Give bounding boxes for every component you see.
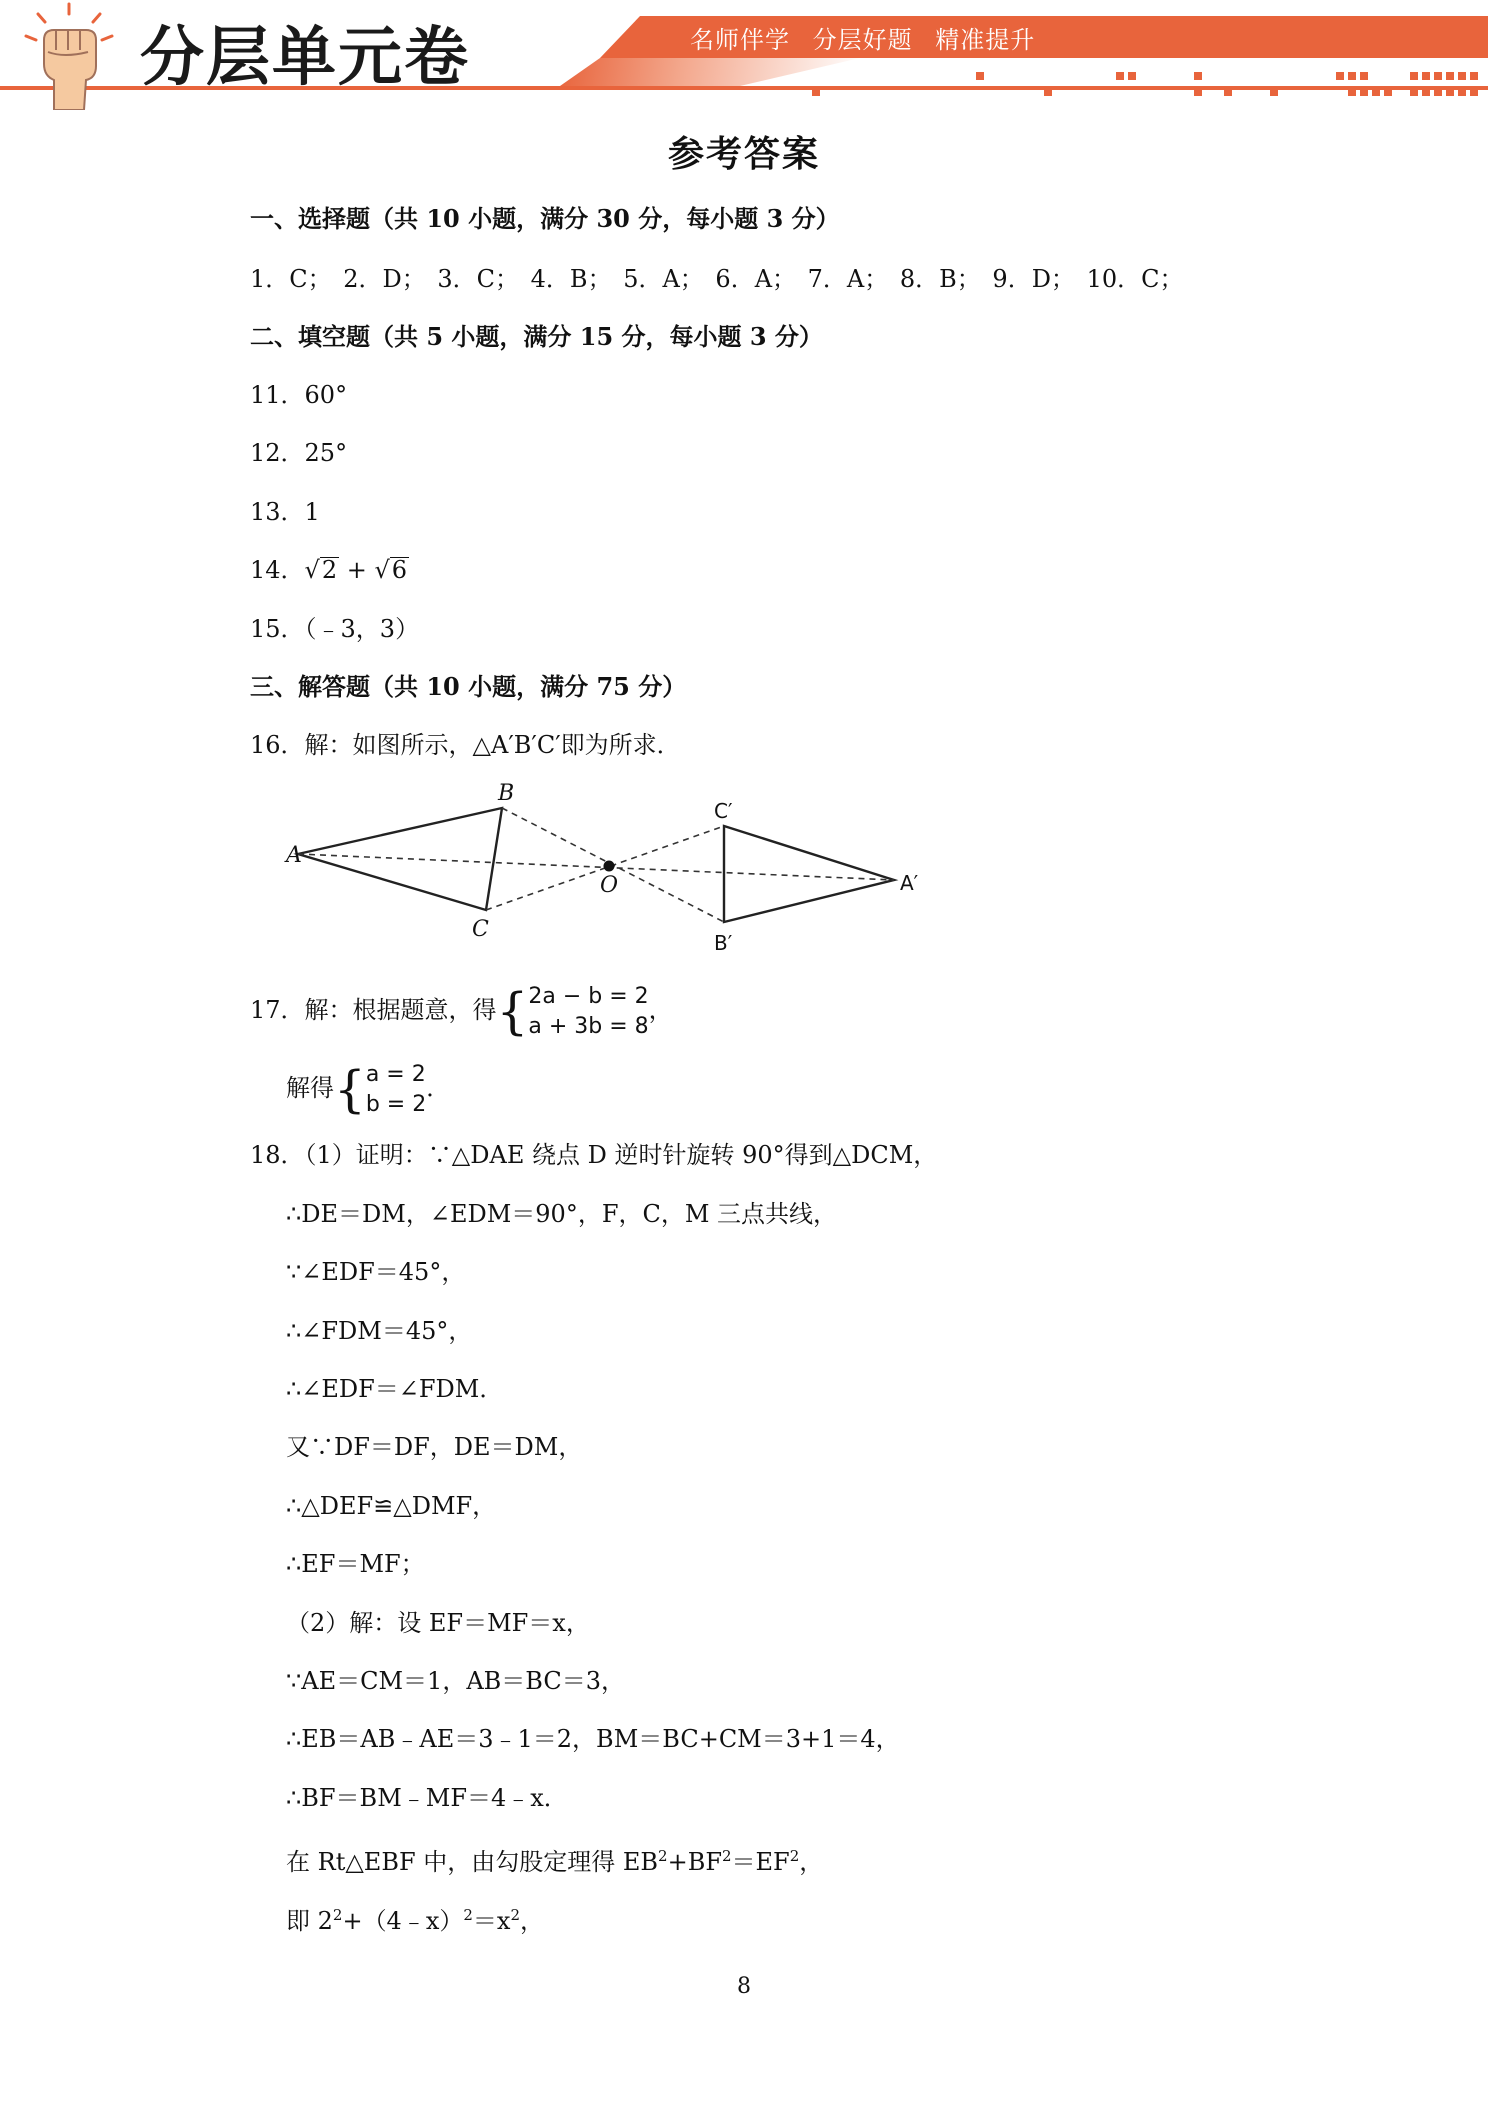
answer-17-prefix: 17．解：根据题意，得 [250,996,497,1024]
equation-2: a + 3b = 8 [528,1013,649,1039]
brand-slogan: 名师伴学 分层好题 精准提升 [690,26,1036,54]
solution-b: b = 2 [365,1091,427,1117]
answer-18-line-9: （2）解：设 EF＝MF＝x， [286,1609,590,1637]
equation-1: 2a − b = 2 [528,983,649,1009]
exponent: 2 [789,1847,800,1865]
equation-text-2: +（4﹣x） [342,1907,464,1935]
answer-18-line-6: 又∵DF＝DF，DE＝DM， [286,1433,583,1461]
equation-text-4: ， [520,1907,545,1935]
equation-text-1: 即 2 [286,1907,333,1935]
answer-14-radicand-1: 2 [321,556,338,584]
exponent: 2 [332,1906,343,1924]
answer-14 [250,555,409,585]
section-heading-choice: 一、选择题（共 10 小题，满分 30 分，每小题 3 分） [250,204,840,233]
equation-text-3: ＝x [472,1907,511,1935]
label-c: C [472,917,489,942]
answer-14-radicand-2: 6 [391,556,408,584]
section-heading-fill: 二、填空题（共 5 小题，满分 15 分，每小题 3 分） [250,322,823,351]
pythagoras-text-2: +BF [667,1848,722,1876]
answer-18-line-10: ∵AE＝CM＝1，AB＝BC＝3， [286,1667,626,1695]
answer-18-line-11: ∴EB＝AB﹣AE＝3﹣1＝2，BM＝BC+CM＝3+1＝4， [286,1725,900,1753]
label-a-prime: A′ [900,871,919,895]
answer-17-solve-label: 解得 [286,1074,334,1102]
solution-a: a = 2 [365,1061,426,1087]
equation-system [528,982,648,1042]
brace-icon: { [496,982,529,1041]
answer-12: 12．25° [250,439,348,467]
label-c-prime: C′ [714,799,733,823]
section-heading-solve: 三、解答题（共 10 小题，满分 75 分） [250,672,687,701]
page-number: 8 [737,1974,751,1999]
exponent: 2 [510,1906,521,1924]
brace-icon: { [334,1060,366,1119]
center-point-o [604,861,615,872]
answer-17-end: ． [426,1074,451,1102]
answer-18-line-7: ∴△DEF≌△DMF， [286,1492,497,1520]
label-b: B [498,781,515,806]
answer-18-line-8: ∴EF＝MF； [286,1550,425,1578]
answer-14-number: 14． [250,556,305,584]
answer-18-line-3: ∵∠EDF＝45°， [286,1258,466,1286]
decorative-dots [800,70,1488,100]
pythagoras-text-4: ， [799,1848,824,1876]
pythagoras-text-3: ＝EF [731,1848,790,1876]
answer-18-line-1: 18．（1）证明：∵△DAE 绕点 D 逆时针旋转 90°得到△DCM， [250,1141,938,1169]
label-o: O [600,873,619,898]
answer-11: 11．60° [250,381,348,409]
label-b-prime: B′ [714,931,733,955]
exponent: 2 [463,1906,473,1924]
answer-15: 15．（﹣3，3） [250,615,420,643]
exponent: 2 [658,1847,668,1865]
page-title: 参考答案 [667,133,820,175]
exponent: 2 [721,1847,732,1865]
answers-choice: 1．C； 2．D； 3．C； 4．B； 5．A； 6．A； 7．A； 8．B； 9．D； 10．C； [250,265,1184,293]
answer-14-plus: + [339,556,375,584]
brand-title: 分层单元卷 [140,21,470,95]
pythagoras-text-1: 在 Rt△EBF 中，由勾股定理得 EB [286,1848,659,1876]
answer-17-solution [286,1058,450,1120]
answer-18-line-12: ∴BF＝BM﹣MF＝4﹣x． [286,1784,568,1812]
answer-18-line-5: ∴∠EDF＝∠FDM． [286,1375,504,1403]
fist-logo-icon [14,0,124,110]
sqrt-sign-icon: √ [304,556,320,584]
answer-17-suffix: ， [648,996,673,1024]
header-banner [0,0,1488,110]
sqrt-sign-icon: √ [374,556,390,584]
answer-18-line-13 [286,1841,823,1877]
answer-16: 16．解：如图所示，△A′B′C′即为所求． [250,731,681,759]
answer-18-line-4: ∴∠FDM＝45°， [286,1317,473,1345]
answer-18-line-2: ∴DE＝DM，∠EDM＝90°，F，C，M 三点共线， [286,1200,838,1228]
label-a: A [286,843,302,868]
symmetry-figure [282,780,942,956]
solution-system [366,1060,426,1120]
answer-18-line-14 [286,1900,544,1936]
answer-17 [250,980,673,1042]
answer-13: 13．1 [250,498,320,526]
